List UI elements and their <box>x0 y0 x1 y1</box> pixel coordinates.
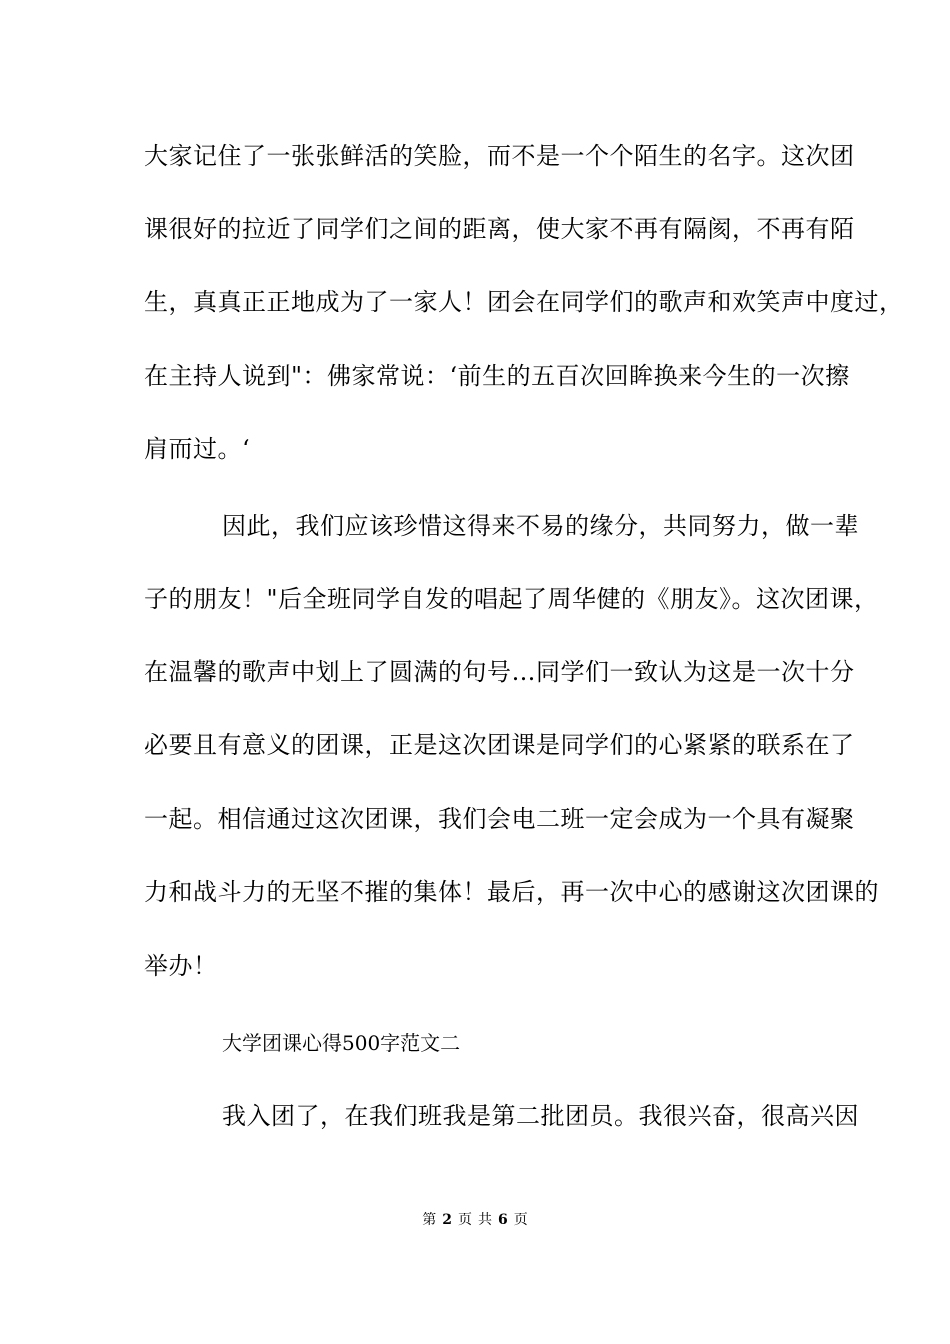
section-heading: 大学团课心得500字范文二 <box>222 1031 461 1055</box>
current-page-number: 2 <box>442 1212 452 1228</box>
text-line: 肩而过。‘ <box>144 435 251 463</box>
footer-suffix: 页 <box>513 1212 528 1228</box>
text-line: 大家记住了一张张鲜活的笑脸，而不是一个个陌生的名字。这次团 <box>144 142 855 170</box>
text-line: 举办！ <box>144 952 218 980</box>
total-pages-number: 6 <box>498 1212 508 1228</box>
text-line: 在温馨的歌声中划上了圆满的句号…同学们一致认为这是一次十分 <box>144 658 855 686</box>
page-footer <box>0 1210 950 1230</box>
text-line: 生，真真正正地成为了一家人！团会在同学们的歌声和欢笑声中度过， <box>144 288 904 316</box>
footer-prefix: 第 <box>422 1212 437 1228</box>
text-line: 我入团了，在我们班我是第二批团员。我很兴奋，很高兴因 <box>222 1102 859 1130</box>
text-line: 力和战斗力的无坚不摧的集体！最后，再一次中心的感谢这次团课的 <box>144 878 879 906</box>
text-line: 一起。相信通过这次团课，我们会电二班一定会成为一个具有凝聚 <box>144 805 855 833</box>
text-line: 因此，我们应该珍惜这得来不易的缘分，共同努力，做一辈 <box>222 512 859 540</box>
footer-page-word: 页 <box>458 1212 472 1228</box>
footer-total-word: 共 <box>478 1212 492 1228</box>
text-line: 在主持人说到"：佛家常说：‘前生的五百次回眸换来今生的一次擦 <box>144 362 850 390</box>
text-line: 子的朋友！"后全班同学自发的唱起了周华健的《朋友》。这次团课， <box>144 585 879 613</box>
text-line: 课很好的拉近了同学们之间的距离，使大家不再有隔阂，不再有陌 <box>144 215 855 243</box>
text-line: 必要且有意义的团课，正是这次团课是同学们的心紧紧的联系在了 <box>144 731 855 759</box>
